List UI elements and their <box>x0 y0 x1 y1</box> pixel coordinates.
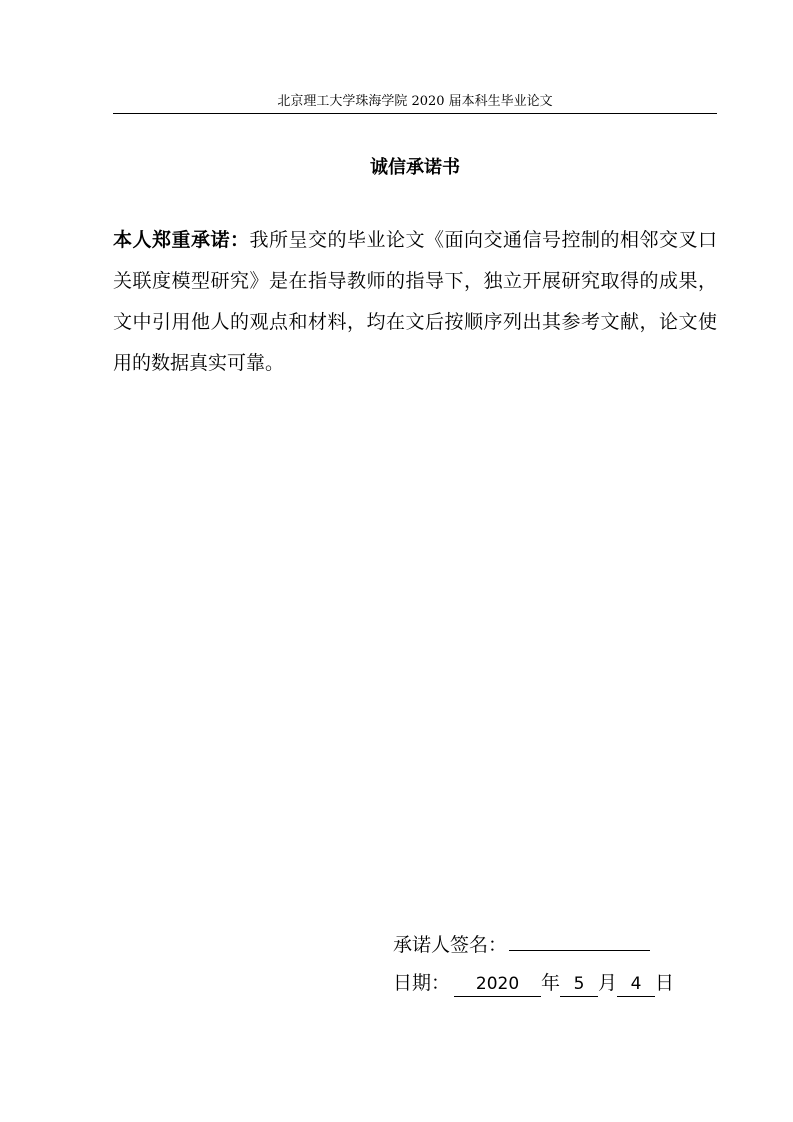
page-header: 北京理工大学珠海学院 2020 届本科生毕业论文 <box>277 94 553 109</box>
date-day-unit: 日 <box>655 972 675 994</box>
date-day-field[interactable]: 4 <box>617 972 655 997</box>
declaration-body: 我所呈交的毕业论文《面向交通信号控制的相邻交叉口关联度模型研究》是在指导教师的指导下，独立开展研究取得的成果，文中引用他人的观点和材料，均在文后按顺序列出其参考文献，论文使用的数据真实可靠。 <box>113 229 717 374</box>
header-divider <box>113 113 717 114</box>
signature-field[interactable] <box>509 928 650 951</box>
date-year-unit: 年 <box>541 972 561 994</box>
date-month-field[interactable]: 5 <box>560 972 598 997</box>
date-label: 日期： <box>393 972 451 994</box>
date-year-field[interactable]: 2020 <box>454 972 541 997</box>
signature-line <box>393 928 650 960</box>
date-month-unit: 月 <box>598 972 618 994</box>
date-line <box>393 968 674 998</box>
declaration-lead: 本人郑重承诺： <box>113 229 250 251</box>
declaration-paragraph <box>113 220 717 384</box>
page-title: 诚信承诺书 <box>370 157 460 178</box>
signature-label: 承诺人签名： <box>393 934 508 956</box>
